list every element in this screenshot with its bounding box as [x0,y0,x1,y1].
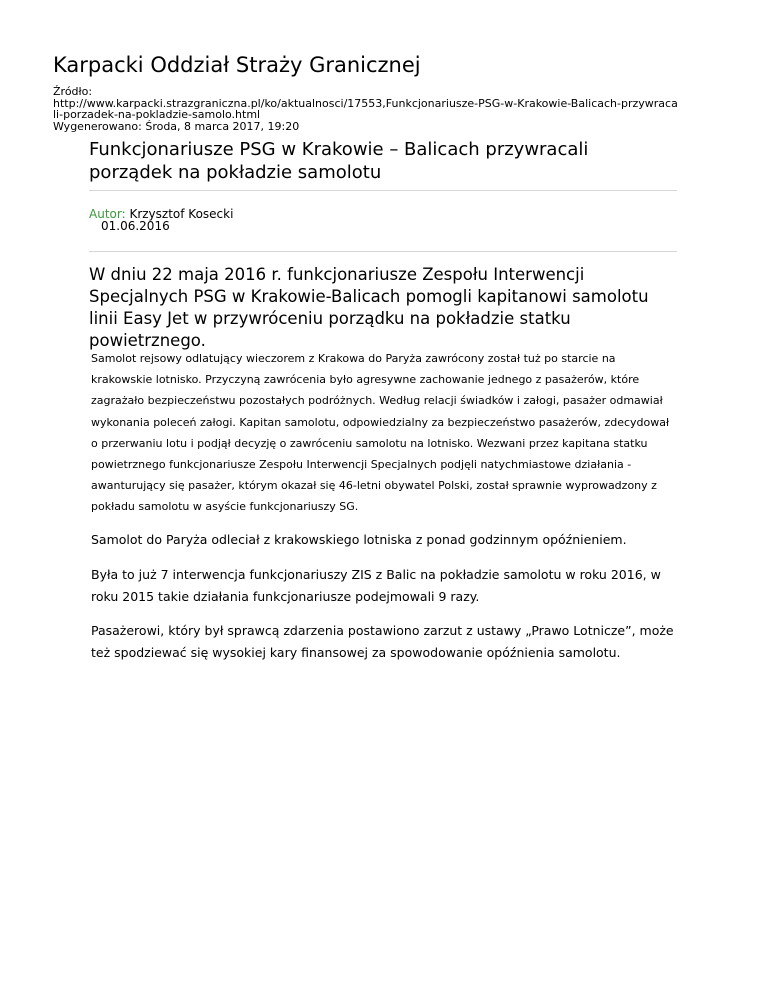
source-url-line-2[interactable]: li-porzadek-na-pokladzie-samolo.html [53,108,261,121]
article-paragraph-2: Była to już 7 interwencja funkcjonariuszy ZIS z Balic na pokładzie samolotu w roku 2016, w roku 2015 takie działania funkcjonariusze podejmowali 9 razy. [91,567,661,604]
divider-bottom [89,251,677,252]
generated-timestamp: Wygenerowano: Środa, 8 marca 2017, 19:20 [53,119,300,133]
article-lead: W dniu 22 maja 2016 r. funkcjonariusze Zespołu Interwencji Specjalnych PSG w Krakowie-Balicach pomogli kapitanowi samolotu linii Easy Jet w przywróceniu porządku na pokładzie statku powietrznego. [89,265,649,350]
article-paragraph-3: Pasażerowi, który był sprawcą zdarzenia postawiono zarzut z ustawy „Prawo Lotnicze”, może też spodziewać się wysokiej kary finansowej za spowodowanie opóźnienia samolotu. [91,623,674,660]
author-name: Krzysztof Kosecki [125,207,234,221]
author-label: Autor: [89,207,126,221]
article-paragraph-1: Samolot do Paryża odleciał z krakowskiego lotniska z ponad godzinnym opóźnieniem. [91,532,627,547]
source-label: Źródło: [53,85,93,98]
publish-date: 01.06.2016 [101,219,170,233]
article-body: Samolot rejsowy odlatujący wieczorem z Krakowa do Paryża zawrócony został tuż po starcie na krakowskie lotnisko. Przyczyną zawrócenia było agresywne zachowanie jednego z pasażerów, które zagrażało bezpieczeństwu pozostałych podróżnych. Według relacji świadków i załogi, pasażer odmawiał wykonania poleceń załogi. Kapitan samolotu, odpowiedzialny za bezpieczeństwo pasażerów, zdecydował o przerwaniu lotu i podjął decyzję o zawróceniu samolotu na lotnisko. Wezwani przez kapitana statku powietrznego funkcjonariusze Zespołu Interwencji Specjalnych podjęli natychmiastowe działania - awanturujący się pasażer, którym okazał się 46-letni obywatel Polski, został sprawnie wyprowadzony z pokładu samolotu w asyście funkcjonariuszy SG. [91,352,670,514]
article-title: Funkcjonariusze PSG w Krakowie – Balicach przywracali porządek na pokładzie samolotu [89,139,589,183]
document-meta [53,86,723,132]
source-url-line-1[interactable]: http://www.karpacki.strazgraniczna.pl/ko/aktualnosci/17553,Funkcjonariusze-PSG-w-Krakowie-Balicach-przywraca [53,96,678,110]
site-title: Karpacki Oddział Straży Granicznej [53,53,421,77]
divider-top [89,190,677,191]
